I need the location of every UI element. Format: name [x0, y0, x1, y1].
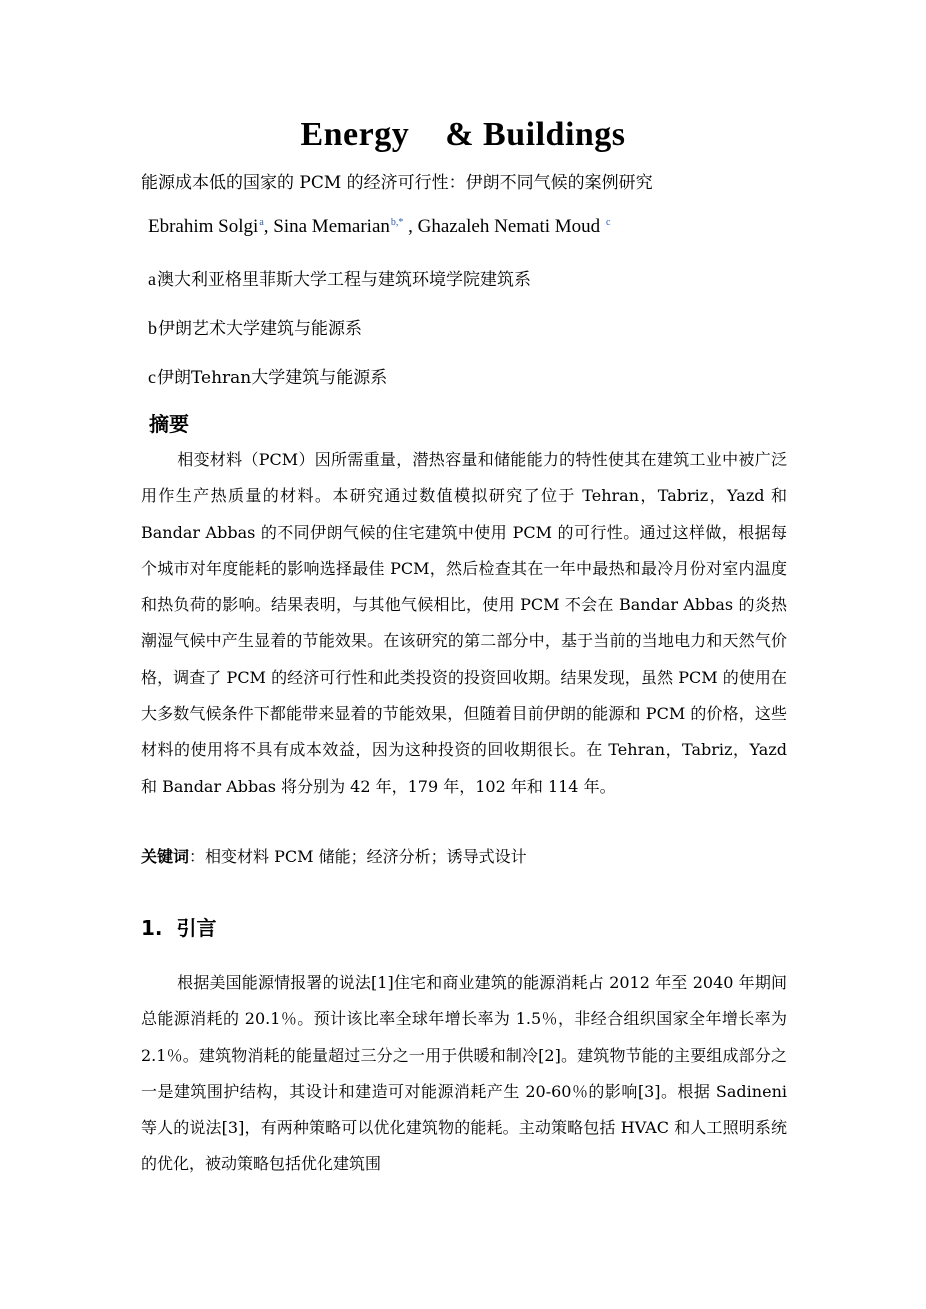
journal-title	[0, 116, 926, 154]
journal-name-part1: Energy	[300, 116, 410, 153]
paper-title: 能源成本低的国家的 PCM 的经济可行性：伊朗不同气候的案例研究	[141, 173, 653, 193]
abstract-body	[141, 442, 787, 805]
section-heading	[141, 912, 217, 941]
section-text: 根据美国能源情报署的说法[1]住宅和商业建筑的能源消耗占 2012 年至 2040 年期间总能源消耗的 20.1％。预计该比率全球年增长率为 1.5％，非经合组织国家全年增长率为 2.1％。建筑物消耗的能量超过三分之一用于供暖和制冷[2]。建筑物节能的主要组成部分之一是建筑围护结构，其设计和建造可对能源消耗产生 20-60％的影响[3]。根据 Sadineni 等人的说法[3]，有两种策略可以优化建筑物的能耗。主动策略包括 HVAC 和人工照明系统的优化，被动策略包括优化建筑围	[141, 973, 787, 1174]
author-name: Ebrahim Solgi	[148, 216, 259, 237]
affiliation	[148, 314, 362, 339]
affiliation-letter: c	[148, 367, 156, 387]
section-title: 引言	[176, 916, 217, 940]
keywords-label: 关键词	[141, 847, 190, 866]
author-list: Ebrahim Solgi$^a$, Sina Memarian$^{b,*}$ , Ghazaleh Nemati Moud $^c$	[148, 216, 611, 237]
affiliation	[148, 363, 387, 388]
affiliation-letter: b	[148, 318, 157, 338]
abstract-text: 相变材料（PCM）因所需重量，潜热容量和储能能力的特性使其在建筑工业中被广泛用作生产热质量的材料。本研究通过数值模拟研究了位于 Tehran，Tabriz，Yazd 和 Bandar Abbas 的不同伊朗气候的住宅建筑中使用 PCM 的可行性。通过这样做，根据每个城市对年度能耗的影响选择最佳 PCM，然后检查其在一年中最热和最冷月份对室内温度和热负荷的影响。结果表明，与其他气候相比，使用 PCM 不会在 Bandar Abbas 的炎热潮湿气候中产生显着的节能效果。在该研究的第二部分中，基于当前的当地电力和天然气价格，调查了 PCM 的经济可行性和此类投资的投资回收期。结果发现，虽然 PCM 的使用在大多数气候条件下都能带来显着的节能效果，但随着目前伊朗的能源和 PCM 的价格，这些材料的使用将不具有成本效益，因为这种投资的回收期很长。在 Tehran，Tabriz，Yazd 和 Bandar Abbas 将分别为 42 年，179 年，102 年和 114 年。	[141, 450, 787, 796]
author-name: Sina Memarian	[273, 216, 390, 237]
journal-name-part2: & Buildings	[445, 116, 626, 153]
affiliation-text: 伊朗艺术大学建筑与能源系	[158, 319, 362, 339]
author-affiliation-mark[interactable]: b,*	[390, 217, 404, 228]
author-affiliation-mark[interactable]: c	[605, 217, 611, 228]
section-number: 1.	[141, 916, 163, 940]
author-name: Ghazaleh Nemati Moud	[417, 216, 601, 237]
affiliation	[148, 265, 531, 290]
abstract-heading: 摘要	[149, 412, 189, 436]
affiliation-letter: a	[148, 269, 156, 289]
keywords	[141, 844, 527, 867]
keywords-text: ：相变材料 PCM 储能；经济分析；诱导式设计	[189, 847, 527, 866]
affiliation-text: 伊朗Tehran大学建筑与能源系	[157, 368, 388, 388]
affiliation-text: 澳大利亚格里菲斯大学工程与建筑环境学院建筑系	[157, 270, 531, 290]
section-body	[141, 965, 787, 1183]
author-affiliation-mark[interactable]: a	[259, 217, 264, 228]
